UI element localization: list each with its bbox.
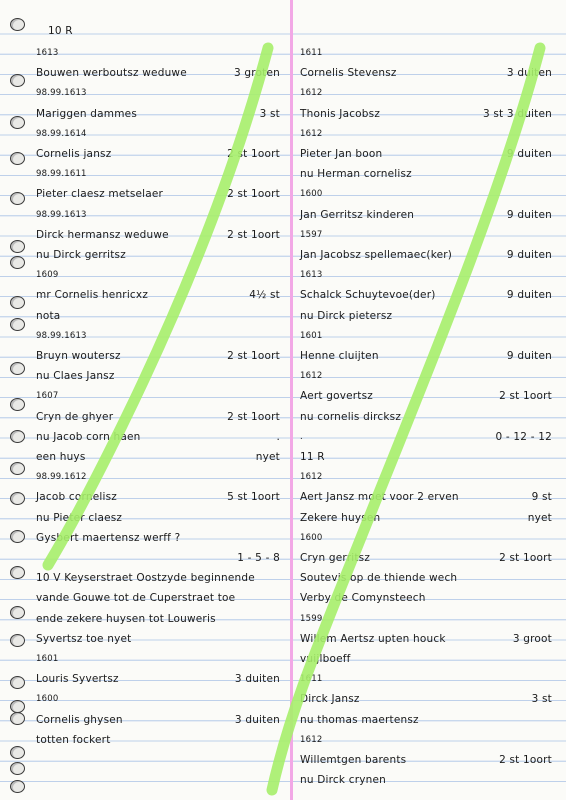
entry-text: 98.99.1613 — [36, 88, 87, 99]
entry-text: Jacob cornelisz — [36, 491, 117, 504]
entry-line — [0, 711, 292, 730]
entry-line — [292, 488, 566, 507]
entry-line — [292, 84, 566, 103]
entry-text: Bruyn woutersz — [36, 350, 121, 362]
entry-line — [0, 145, 292, 164]
entry-line — [292, 771, 566, 790]
entry-line — [0, 125, 292, 144]
entry-line — [0, 246, 292, 265]
entry-text: Aert Jansz moet voor 2 erven — [300, 491, 459, 504]
entry-text: Cornelis ghysen — [36, 713, 123, 726]
entry-text: 1609 — [36, 270, 59, 281]
entry-line — [0, 488, 292, 507]
entry-line — [0, 448, 292, 467]
entry-line — [292, 630, 566, 649]
entry-amount: 2 st 1oort — [227, 228, 280, 241]
entry-line — [292, 185, 566, 204]
entry-text: Schalck Schuytevoe(der) — [300, 289, 436, 302]
entry-amount: 3 groten — [233, 67, 280, 80]
entry-text: nu Dirck crynen — [300, 774, 387, 787]
entry-line — [292, 428, 566, 447]
entry-amount: . — [276, 430, 280, 443]
entry-line — [0, 286, 292, 305]
entry-line — [292, 711, 566, 730]
entry-line — [0, 64, 292, 83]
entry-line — [292, 569, 566, 588]
entry-amount: 9 st — [531, 491, 552, 504]
entry-text: Henne cluijten — [300, 350, 379, 362]
entry-text: . — [300, 431, 303, 442]
entry-text: Aert govertsz — [300, 390, 374, 403]
entry-text: 98.99.1612 — [36, 472, 87, 483]
entry-text: Cryn de ghyer — [36, 410, 114, 423]
entry-line — [0, 44, 292, 63]
entry-line — [292, 105, 566, 124]
entry-text: Mariggen dammes — [36, 107, 137, 120]
entry-line — [0, 589, 292, 608]
entry-text: Pieter claesz metselaer — [36, 188, 164, 201]
entry-text: nu Herman cornelisz — [300, 168, 412, 181]
entry-line — [292, 610, 566, 629]
entry-amount: 1 - 5 - 8 — [237, 552, 280, 564]
entry-text: Cornelis jansz — [36, 148, 112, 160]
entry-line — [292, 165, 566, 184]
entry-line — [292, 549, 566, 568]
entry-text: 1611 — [300, 674, 323, 685]
entry-amount: 3 st — [531, 693, 552, 706]
entry-amount: 2 st 1oort — [227, 188, 280, 201]
entry-text: vande Gouwe tot de Cuperstraet toe — [36, 592, 236, 605]
entry-text: Willem Aertsz upten houck — [300, 632, 446, 645]
entry-line — [292, 690, 566, 709]
entry-text: vuijlboeff — [300, 653, 351, 665]
entry-text: Gysbert maertensz werff ? — [36, 531, 181, 544]
entry-line — [292, 327, 566, 346]
entry-line — [0, 367, 292, 386]
entry-line — [0, 387, 292, 406]
entry-amount: 2 st 1oort — [227, 350, 280, 362]
entry-line — [0, 670, 292, 689]
entry-text: 1607 — [36, 391, 59, 402]
entry-text: Cornelis Stevensz — [300, 67, 397, 80]
entry-line — [292, 64, 566, 83]
entry-line — [292, 206, 566, 225]
entry-amount: 3 duiten — [234, 713, 280, 726]
entry-amount: 3 duiten — [506, 67, 552, 80]
entry-amount: 9 duiten — [506, 289, 552, 302]
entry-text: 1600 — [300, 532, 323, 543]
entry-text: 1613 — [300, 270, 323, 281]
entry-text: 1612 — [300, 371, 323, 382]
entry-text: mr Cornelis henricxz — [36, 289, 149, 302]
entry-line — [0, 84, 292, 103]
entry-amount: 3 duiten — [234, 673, 280, 686]
entry-text: Jan Gerritsz kinderen — [300, 208, 415, 221]
entry-text: nu Jacob corn haen — [36, 430, 141, 443]
entry-text: een huys — [36, 451, 86, 463]
entry-text: Verby de Comynsteech — [300, 592, 426, 605]
entry-line — [292, 307, 566, 326]
entry-line — [0, 549, 292, 568]
entry-line — [0, 509, 292, 528]
entry-amount: 0 - 12 - 12 — [495, 430, 552, 443]
entry-line — [292, 529, 566, 548]
entry-text: Thonis Jacobsz — [300, 107, 381, 120]
entry-text: nu Claes Jansz — [36, 370, 115, 383]
entry-text: 98.99.1614 — [36, 128, 87, 139]
entry-line — [292, 367, 566, 386]
entry-text: Jan Jacobsz spellemaec(ker) — [300, 249, 453, 261]
entry-line — [0, 206, 292, 225]
entry-line — [292, 44, 566, 63]
entry-text: Soutevis op de thiende wech — [300, 572, 458, 585]
entry-amount: 3 st — [259, 107, 280, 120]
entry-line — [0, 468, 292, 487]
entry-line — [0, 610, 292, 629]
entry-text: 98.99.1613 — [36, 330, 87, 341]
entry-text: Dirck Jansz — [300, 693, 360, 706]
page-number-text: 10 R — [48, 25, 73, 37]
entry-amount: 2 st 1oort — [499, 552, 552, 564]
entry-line — [0, 105, 292, 124]
entry-text: 1600 — [300, 189, 323, 200]
entry-line — [292, 266, 566, 285]
entry-text: Zekere huysen — [300, 511, 381, 524]
entry-amount: 9 duiten — [506, 249, 552, 261]
entry-line — [0, 650, 292, 669]
entry-text: nu Dirck gerritsz — [36, 249, 126, 261]
entry-amount: 9 duiten — [506, 148, 552, 160]
entry-line — [292, 509, 566, 528]
entry-text: 1597 — [300, 229, 323, 240]
entry-text: nota — [36, 309, 61, 322]
entry-text: Willemtgen barents — [300, 754, 407, 766]
entry-amount: 5 st 1oort — [227, 491, 280, 504]
entry-text: Pieter Jan boon — [300, 148, 383, 160]
entry-line — [0, 307, 292, 326]
entry-amount: 2 st 1oort — [499, 390, 552, 403]
entry-text: 1601 — [300, 330, 323, 341]
entry-text: 11 R — [300, 451, 325, 463]
entry-line — [292, 246, 566, 265]
entry-line — [0, 185, 292, 204]
entry-line — [0, 266, 292, 285]
entry-line — [292, 650, 566, 669]
entry-text: 1612 — [300, 734, 323, 745]
entry-text: 1612 — [300, 128, 323, 139]
entry-line — [292, 670, 566, 689]
entry-line — [292, 347, 566, 366]
entry-line — [292, 589, 566, 608]
entry-text: nu Pieter claesz — [36, 511, 123, 524]
entry-text: Bouwen werboutsz weduwe — [36, 67, 187, 80]
entry-line — [0, 408, 292, 427]
entry-amount: 9 duiten — [506, 350, 552, 362]
entry-amount: 3 st 3 duiten — [482, 107, 552, 120]
entry-line — [292, 448, 566, 467]
entry-amount: nyet — [255, 451, 280, 463]
entry-line — [292, 145, 566, 164]
entry-text: nu cornelis dircksz — [300, 410, 402, 423]
entry-line — [0, 731, 292, 750]
entry-amount: 2 st 1oort — [499, 754, 552, 766]
entry-text: 98.99.1613 — [36, 209, 87, 220]
entry-amount: 2 st 1oort — [227, 410, 280, 423]
entry-text: 1611 — [300, 48, 323, 58]
entry-line — [0, 165, 292, 184]
entry-text: 1612 — [300, 88, 323, 99]
entry-text: ende zekere huysen tot Louweris — [36, 612, 216, 625]
entry-text: Cryn gerritsz — [300, 552, 371, 564]
entry-text: 1599 — [300, 613, 323, 624]
right-column — [292, 0, 566, 800]
entry-line — [292, 387, 566, 406]
entry-text: nu Dirck pietersz — [300, 309, 393, 322]
entry-line — [0, 226, 292, 245]
entry-line — [0, 428, 292, 447]
entry-amount: 3 groot — [512, 632, 552, 645]
entry-line — [292, 468, 566, 487]
entry-line — [0, 347, 292, 366]
entry-text: 1612 — [300, 472, 323, 483]
entry-text: 1613 — [36, 48, 59, 58]
entry-text: Dirck hermansz weduwe — [36, 228, 169, 241]
entry-line — [0, 327, 292, 346]
entry-text: 1601 — [36, 654, 59, 664]
entry-line — [0, 529, 292, 548]
entry-text: nu thomas maertensz — [300, 713, 419, 726]
entry-amount: nyet — [527, 511, 552, 524]
entry-amount: 9 duiten — [506, 208, 552, 221]
entry-line — [292, 286, 566, 305]
entry-line — [0, 569, 292, 588]
entry-amount: 4½ st — [249, 289, 280, 302]
entry-line — [0, 690, 292, 709]
entry-line — [0, 630, 292, 649]
entry-line — [292, 731, 566, 750]
entry-line — [292, 125, 566, 144]
entry-amount: 2 st 1oort — [227, 148, 280, 160]
entry-line — [292, 751, 566, 770]
entry-text: totten fockert — [36, 733, 111, 746]
entry-text: 1600 — [36, 694, 59, 705]
entry-text: Louris Syvertsz — [36, 673, 119, 686]
entry-text: 10 V Keyserstraet Oostzyde beginnende — [36, 572, 255, 585]
entry-text: Syvertsz toe nyet — [36, 632, 132, 645]
entry-text: 98.99.1611 — [36, 169, 87, 180]
entry-line — [292, 408, 566, 427]
entry-line — [292, 226, 566, 245]
